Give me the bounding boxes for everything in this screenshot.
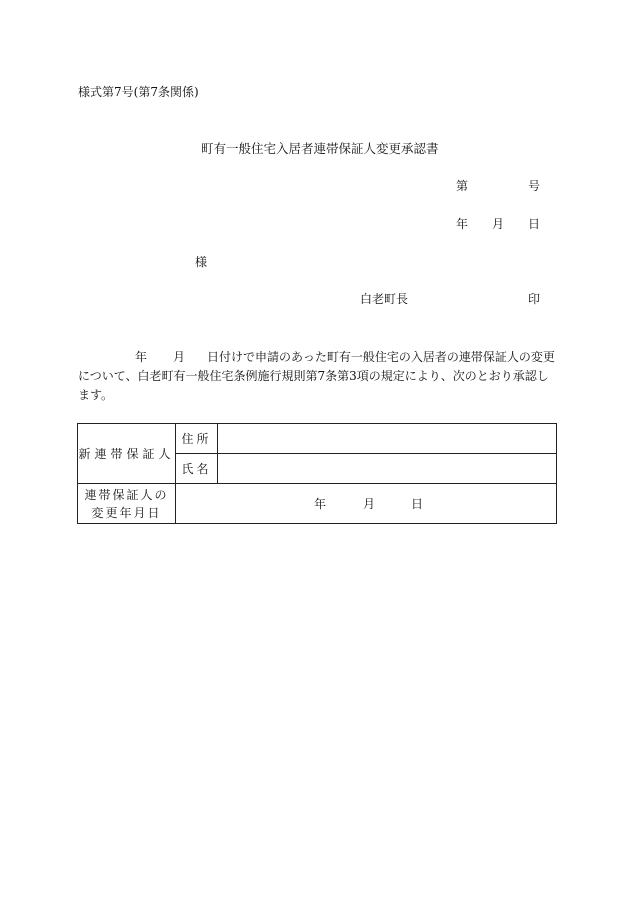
change-date-field[interactable] bbox=[176, 484, 557, 524]
issue-date-day: 日 bbox=[528, 217, 541, 231]
recipient-honorific: 様 bbox=[195, 255, 208, 269]
change-date-month: 月 bbox=[363, 497, 376, 511]
change-date-year: 年 bbox=[314, 497, 327, 511]
table-row-change-date bbox=[78, 484, 557, 524]
change-date-label-line-1: 連帯保証人の bbox=[84, 487, 169, 502]
reference-number-prefix: 第 bbox=[456, 179, 469, 193]
new-guarantor-label: 新連帯保証人 bbox=[78, 424, 176, 484]
body-line-1-text: 日付けで申請のあった町有一般住宅の入居者の連帯保証人の変更 bbox=[207, 350, 555, 364]
body-date-month: 月 bbox=[173, 350, 186, 364]
body-date-year: 年 bbox=[135, 350, 148, 364]
change-date-label bbox=[78, 484, 176, 524]
address-field[interactable] bbox=[218, 424, 557, 454]
name-label: 氏名 bbox=[176, 454, 218, 484]
document-title: 町有一般住宅入居者連帯保証人変更承認書 bbox=[201, 141, 439, 156]
seal-mark: 印 bbox=[528, 292, 541, 306]
body-line-3: ます。 bbox=[78, 388, 114, 402]
issue-date-year: 年 bbox=[456, 217, 469, 231]
reference-number-suffix: 号 bbox=[528, 179, 541, 193]
table-row-address bbox=[78, 424, 557, 454]
address-label: 住所 bbox=[176, 424, 218, 454]
change-date-day: 日 bbox=[411, 497, 424, 511]
body-line-1 bbox=[78, 348, 558, 367]
change-date-label-line-2: 変更年月日 bbox=[91, 505, 162, 520]
issuer-title: 白老町長 bbox=[360, 292, 409, 306]
guarantor-table bbox=[77, 423, 557, 524]
issue-date-month: 月 bbox=[492, 217, 505, 231]
name-field[interactable] bbox=[218, 454, 557, 484]
body-line-2: について、白老町有一般住宅条例施行規則第7条第3項の規定により、次のとおり承認し bbox=[78, 369, 549, 383]
approval-body-text bbox=[78, 348, 558, 405]
form-number: 様式第7号(第7条関係) bbox=[78, 85, 199, 99]
